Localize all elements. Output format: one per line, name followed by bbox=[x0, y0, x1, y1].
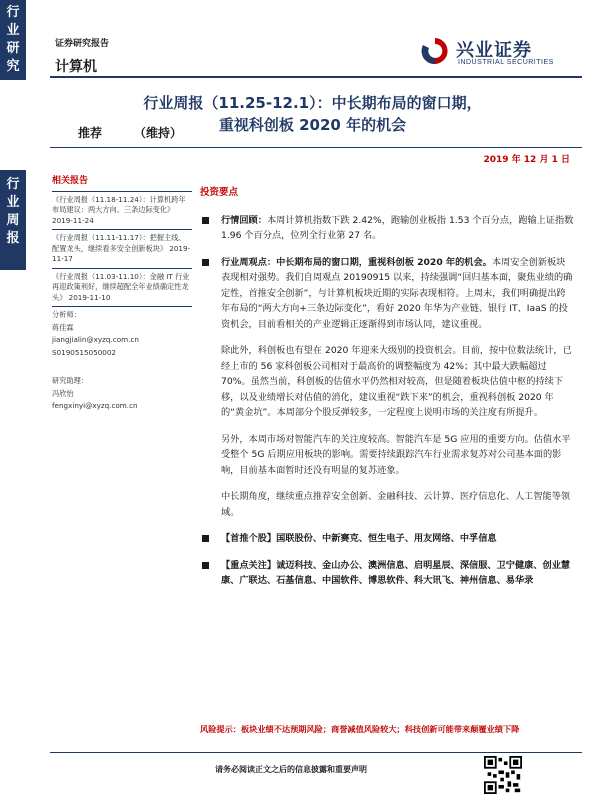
analyst-name: 蒋佳霖 bbox=[52, 322, 74, 332]
square-bullet-icon bbox=[202, 259, 209, 266]
star-market-paragraph: 除此外，科创板也有望在 2020 年迎来大级别的投资机会。目前，按中位数法统计，已经上市的 56 家科创板公司相对于最高价的调整幅度为 42%；其中最大跌幅超过 70%。虽然当前，科创板的估值水平仍然相对较高，但是随着板块估值中枢的持续下移，以及业绩增长对估值的消化，建议重视“跌下来”的机会，重视科创板 2020 年的“黄金坑”。本周部分个股反弹较多，一定程度上说明市场的关注度有所提升。 bbox=[221, 345, 572, 418]
disclaimer-text: 请务必阅读正文之后的信息披露和重要声明 bbox=[215, 765, 367, 774]
assistant-name: 冯欣怡 bbox=[52, 388, 74, 398]
side-tab-char: 业 bbox=[6, 23, 20, 38]
analyst-label: 分析师： bbox=[52, 310, 81, 319]
related-report-item[interactable]: 《行业周报（11.11-11.17）：把握主线、配置龙头，继续看多安全创新板块》 2019-11-17 bbox=[52, 233, 191, 263]
side-tab-char: 行 bbox=[6, 5, 20, 20]
smart-car-paragraph: 另外，本周市场对智能汽车的关注度较高。智能汽车是 5G 应用的重要方向。估值水平受整个 5G 后期应用板块的影响。需要持续跟踪汽车行业需求复苏对公司基本面的影响，目前基本面暂时还没有明显的复苏迹象。 bbox=[221, 433, 571, 476]
assistant-label: 研究助理： bbox=[52, 376, 88, 385]
related-divider bbox=[52, 229, 192, 230]
industry-view-lead: 行业周观点：中长期布局的窗口期，重视科创板 2020 年的机会。 bbox=[221, 256, 492, 268]
report-title-line1: 行业周报（11.25-12.1）：中长期布局的窗口期， bbox=[143, 94, 482, 112]
market-review-lead: 行情回顾： bbox=[221, 214, 267, 226]
side-tab-char: 行 bbox=[6, 177, 20, 192]
long-term-paragraph: 中长期角度，继续重点推荐安全创新、金融科技、云计算、医疗信息化、人工智能等领域。 bbox=[221, 491, 571, 518]
related-reports-heading: 相关报告 bbox=[52, 176, 89, 186]
title-divider bbox=[50, 147, 582, 148]
logo-text-en: INDUSTRIAL SECURITIES bbox=[458, 59, 554, 66]
assistant-email[interactable]: fengxinyi@xyzq.com.cn bbox=[52, 401, 138, 410]
report-date: 2019 年 12 月 1 日 bbox=[483, 155, 570, 165]
sector-label: 计算机 bbox=[55, 59, 97, 75]
square-bullet-icon bbox=[202, 217, 209, 224]
side-tab-char: 究 bbox=[6, 59, 20, 74]
risk-warning: 风险提示：板块业绩不达预期风险；商誉减值风险较大；科技创新可能带来颠覆业绩下降 bbox=[200, 724, 520, 734]
investment-highlights-heading: 投资要点 bbox=[200, 187, 239, 198]
sidebar-column bbox=[52, 176, 192, 412]
side-tab-char: 报 bbox=[6, 231, 20, 246]
header-divider bbox=[50, 76, 582, 78]
rating-status: （维持） bbox=[134, 126, 183, 140]
key-focus-text: 【重点关注】诚迈科技、金山办公、澳洲信息、启明星辰、深信服、卫宁健康、创业慧康、广联达、石基信息、中国软件、博思软件、科大讯飞、神州信息、易华录 bbox=[221, 559, 571, 586]
top-picks-paragraph bbox=[200, 531, 574, 547]
side-tab-char: 研 bbox=[6, 41, 20, 56]
square-bullet-icon bbox=[202, 535, 209, 542]
report-title-line2: 重视科创板 2020 年的机会 bbox=[218, 116, 407, 134]
side-tab-char: 业 bbox=[6, 195, 20, 210]
side-tab-weekly-report bbox=[0, 170, 26, 270]
square-bullet-icon bbox=[202, 562, 209, 569]
logo-mark-icon bbox=[420, 36, 450, 66]
key-focus-paragraph bbox=[200, 558, 574, 589]
market-review-body: 本周计算机指数下跌 2.42%，跑输创业板指 1.53 个百分点，跑输上证指数 1.96 个百分点，位列全行业第 27 名。 bbox=[221, 214, 574, 241]
related-divider bbox=[52, 191, 192, 192]
related-divider bbox=[52, 268, 192, 269]
top-picks-text: 【首推个股】国联股份、中新赛克、恒生电子、用友网络、中孚信息 bbox=[221, 533, 497, 544]
qr-code-icon bbox=[484, 756, 522, 794]
side-tab-industry-research bbox=[0, 0, 26, 80]
logo-text-cn: 兴业证券 bbox=[456, 40, 532, 61]
market-review-paragraph bbox=[200, 213, 574, 244]
main-content bbox=[200, 185, 574, 600]
related-report-item[interactable]: 《行业周报（11.18-11.24）：计算机跨年布局建议：两大方向、三条边际变化》 2019-11-24 bbox=[52, 194, 186, 225]
analyst-email[interactable]: jiangjialin@xyzq.com.cn bbox=[52, 335, 139, 344]
footer-divider bbox=[50, 752, 582, 753]
related-report-item[interactable]: 《行业周报（11.03-11.10）：金融 IT 行业再迎政策利好，继续超配全年业绩确定性龙头》 2019-11-10 bbox=[52, 271, 190, 302]
industry-view-paragraph bbox=[200, 255, 574, 333]
related-divider bbox=[52, 306, 192, 307]
analyst-id: S0190515050002 bbox=[52, 347, 117, 357]
rating-label: 推荐 bbox=[78, 126, 103, 140]
industry-view-body: 本周安全创新板块表现相对强势。我们自周观点 20190915 以来，持续强调“回归基本面，聚焦业绩的确定性，首推安全创新”，与计算机板块近期的实际表现相符。上周末，我们明确提出跨年布局的“两大方向+三条边际变化”，看好 2020 年华为产业链、银行 IT、IaaS 的投资机会，目前看相关的产业逻辑正逐渐得到市场认同，建议重视。 bbox=[221, 256, 573, 330]
report-type-label: 证券研究报告 bbox=[55, 39, 110, 49]
brand-logo bbox=[420, 34, 590, 74]
side-tab-char: 周 bbox=[6, 213, 20, 228]
